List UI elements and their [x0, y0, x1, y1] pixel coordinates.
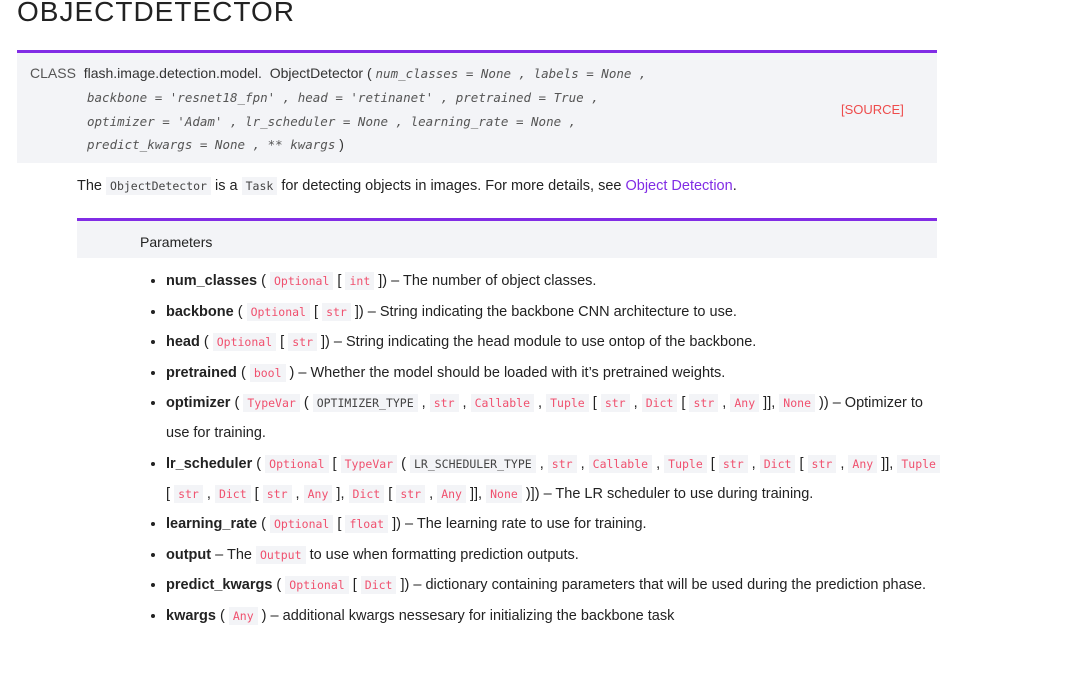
parameter-name: backbone: [166, 303, 234, 320]
type-punctuation: ]): [388, 516, 401, 532]
type-annotation: str: [288, 333, 317, 351]
type-punctuation: ,: [417, 395, 430, 411]
parameter-name: learning_rate: [166, 516, 258, 532]
parameter-description: – String indicating the backbone CNN architecture to use.: [367, 303, 737, 320]
type-annotation: TypeVar: [341, 455, 397, 473]
type-punctuation: ]],: [877, 455, 898, 472]
type-punctuation: [: [166, 485, 175, 502]
type-annotation: Dict: [361, 576, 397, 594]
parameter-name: head: [166, 334, 200, 350]
type-annotation: Any: [437, 485, 466, 503]
type-punctuation: [: [333, 516, 346, 532]
type-punctuation: [: [333, 273, 346, 289]
type-punctuation: ,: [652, 455, 665, 472]
type-punctuation: ): [257, 607, 267, 624]
type-punctuation: ],: [332, 485, 349, 502]
type-annotation: Tuple: [897, 455, 940, 473]
type-punctuation: (: [261, 516, 270, 532]
type-punctuation: ): [285, 364, 295, 381]
parameter-item: [166, 449, 946, 509]
type-punctuation: (: [397, 455, 410, 472]
type-annotation: Optional: [270, 515, 333, 533]
type-annotation: bool: [250, 364, 286, 382]
class-signature: CLASS flash.image.detection.model. ObjectDetector ( num_classes = None , labels = None , backbone = 'resnet18_fpn' , head = 'retinanet' , pretrained = True , optimizer = 'Adam' , lr_scheduler = None , learning_rate = None , predict_kwargs = None , ** kwargs ) [SOURCE]: [17, 50, 937, 163]
parameter-item: [166, 601, 946, 631]
type-annotation: str: [808, 455, 837, 473]
parameter-item: [166, 388, 946, 448]
type-annotation: str: [322, 303, 351, 321]
type-annotation: Callable: [471, 394, 534, 412]
type-punctuation: ,: [718, 395, 731, 411]
parameter-name: output: [166, 546, 212, 563]
type-annotation: Dict: [760, 455, 796, 473]
type-punctuation: ,: [291, 485, 304, 502]
type-annotation: OPTIMIZER_TYPE: [313, 394, 418, 412]
signature-line-1: CLASS flash.image.detection.model. ObjectDetector ( num_classes = None , labels = None ,: [30, 65, 647, 81]
signature-params: predict_kwargs = None , ** kwargs: [87, 137, 336, 152]
type-annotation: None: [486, 485, 522, 503]
desc-text: The: [77, 178, 102, 194]
parameter-description: – The number of object classes.: [391, 273, 597, 289]
type-punctuation: [: [588, 395, 601, 411]
type-punctuation: [: [328, 455, 341, 472]
parameter-description: – The learning rate to use for training.: [405, 516, 647, 532]
type-annotation: str: [719, 455, 748, 473]
type-punctuation: ,: [425, 485, 438, 502]
type-punctuation: [: [384, 485, 397, 502]
type-annotation: int: [345, 272, 374, 290]
type-punctuation: [: [677, 395, 690, 411]
type-punctuation: [: [276, 334, 289, 350]
type-punctuation: ]): [317, 334, 330, 350]
type-annotation: Dict: [642, 394, 678, 412]
parameter-item: [166, 509, 946, 539]
signature-params: num_classes = None , labels = None ,: [375, 66, 647, 81]
desc-text: .: [732, 178, 737, 194]
parameter-description: – Optimizer to use for training.: [166, 395, 923, 441]
parameters-header: [77, 218, 937, 258]
type-annotation: Any: [304, 485, 333, 503]
parameter-description: – dictionary containing parameters that will be used during the prediction phase.: [413, 577, 927, 593]
class-keyword: CLASS: [30, 65, 76, 81]
module-path: flash.image.detection.model.: [83, 65, 262, 81]
type-annotation: Tuple: [664, 455, 707, 473]
type-punctuation: [: [309, 303, 323, 320]
inline-code: ObjectDetector: [106, 177, 211, 195]
parameter-name: predict_kwargs: [166, 577, 273, 593]
parameter-name: lr_scheduler: [166, 455, 253, 472]
type-punctuation: ,: [576, 455, 589, 472]
type-punctuation: [: [348, 577, 361, 593]
parameter-description: – The LR scheduler to use during training.: [543, 485, 814, 502]
type-punctuation: ,: [202, 485, 215, 502]
signature-params: backbone = 'resnet18_fpn' , head = 'retinanet' , pretrained = True ,: [87, 90, 599, 105]
type-annotation: Optional: [247, 303, 310, 321]
type-annotation: Optional: [285, 576, 348, 594]
type-annotation: TypeVar: [243, 394, 299, 412]
parameter-description: to use when formatting prediction outputs.: [309, 546, 579, 563]
type-annotation: str: [396, 485, 425, 503]
type-annotation: float: [345, 515, 388, 533]
class-name: ObjectDetector: [269, 65, 364, 81]
type-annotation: Callable: [589, 455, 652, 473]
type-annotation: str: [430, 394, 459, 412]
type-annotation: str: [174, 485, 203, 503]
parameter-item: [166, 266, 946, 296]
type-punctuation: (: [276, 577, 286, 593]
desc-text: is a: [215, 178, 238, 194]
type-annotation: Optional: [213, 333, 276, 351]
parameter-name: optimizer: [166, 395, 231, 411]
type-punctuation: ]): [374, 273, 388, 289]
type-punctuation: ,: [836, 455, 849, 472]
type-punctuation: ,: [534, 395, 547, 411]
type-punctuation: (: [203, 334, 213, 350]
signature-params: optimizer = 'Adam' , lr_scheduler = None , learning_rate = None ,: [87, 114, 577, 129]
parameter-item: [166, 358, 946, 388]
type-punctuation: ,: [535, 455, 548, 472]
page-title: OBJECTDETECTOR: [17, 0, 295, 27]
type-punctuation: [: [250, 485, 263, 502]
inline-code: Output: [256, 546, 306, 564]
source-link[interactable]: [SOURCE]: [841, 102, 904, 117]
type-annotation: LR_SCHEDULER_TYPE: [410, 455, 536, 473]
parameter-description: – The: [215, 546, 252, 563]
type-annotation: str: [548, 455, 577, 473]
parameter-name: kwargs: [166, 607, 216, 624]
type-punctuation: ,: [747, 455, 760, 472]
parameter-item: [166, 297, 946, 327]
desc-text: for detecting objects in images. For more details, see: [281, 178, 622, 194]
type-punctuation: ,: [629, 395, 642, 411]
parameter-description: – Whether the model should be loaded with it’s pretrained weights.: [298, 364, 726, 381]
parameter-description: – additional kwargs nessesary for initializing the backbone task: [270, 607, 675, 624]
type-punctuation: ]): [350, 303, 364, 320]
parameter-item: [166, 570, 946, 600]
type-annotation: str: [601, 394, 630, 412]
type-punctuation: ]],: [759, 395, 780, 411]
inline-code: Task: [242, 177, 278, 195]
type-punctuation: (: [220, 607, 229, 624]
type-annotation: str: [263, 485, 292, 503]
type-annotation: Optional: [265, 455, 328, 473]
parameter-description: – String indicating the head module to use ontop of the backbone.: [333, 334, 757, 350]
parameters-title: Parameters: [140, 234, 213, 250]
object-detection-link[interactable]: Object Detection: [625, 178, 733, 194]
parameters-list: [148, 266, 946, 631]
class-description: [77, 178, 737, 194]
type-punctuation: )): [815, 395, 829, 411]
type-punctuation: (: [299, 395, 313, 411]
parameter-name: num_classes: [166, 273, 258, 289]
type-annotation: Any: [848, 455, 877, 473]
type-punctuation: (: [261, 273, 270, 289]
type-punctuation: [: [795, 455, 808, 472]
type-annotation: Optional: [270, 272, 333, 290]
type-punctuation: (: [234, 395, 244, 411]
type-annotation: Dict: [349, 485, 385, 503]
type-annotation: Any: [229, 607, 258, 625]
type-punctuation: )]): [521, 485, 540, 502]
parameter-item: [166, 327, 946, 357]
type-annotation: None: [779, 394, 815, 412]
type-punctuation: (: [240, 364, 250, 381]
parameter-name: pretrained: [166, 364, 237, 381]
type-annotation: Dict: [215, 485, 251, 503]
parameter-item: [166, 540, 946, 570]
type-punctuation: ,: [458, 395, 471, 411]
type-punctuation: [: [706, 455, 719, 472]
type-punctuation: (: [256, 455, 266, 472]
type-annotation: str: [689, 394, 718, 412]
type-annotation: Tuple: [546, 394, 589, 412]
type-punctuation: ]],: [465, 485, 487, 502]
type-punctuation: (: [237, 303, 247, 320]
type-punctuation: ]): [396, 577, 410, 593]
type-annotation: Any: [730, 394, 759, 412]
